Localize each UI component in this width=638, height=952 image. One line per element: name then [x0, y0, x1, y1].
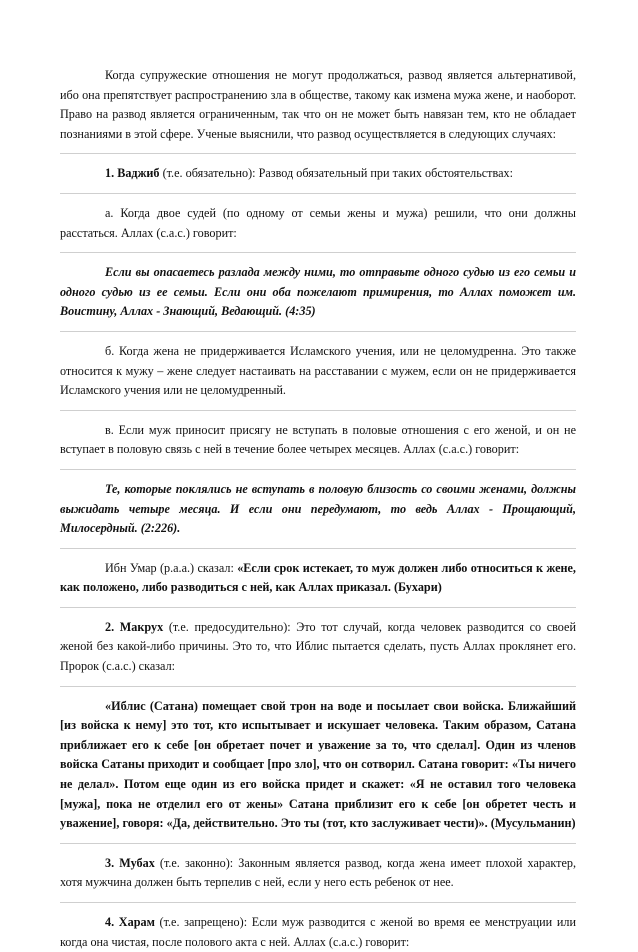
ibn-umar-paragraph — [60, 559, 576, 598]
section-wajib — [60, 164, 576, 184]
section-haram-text: (т.е. запрещено): Если муж разводится с женой во время ее менструации или когда она чистая, после полового акта с ней. Аллах (с.а.с.) говорит: — [60, 915, 576, 949]
ibn-umar-quote: «Если срок истекает, то муж должен либо относиться к жене, как положено, либо разводиться с ней, как Аллах приказал. (Бухари) — [60, 560, 576, 595]
ibn-umar-prefix: Ибн Умар (р.а.а.) сказал: — [105, 560, 238, 575]
intro-paragraph: Когда супружеские отношения не могут продолжаться, развод является альтернативой, ибо она препятствует распространению зла в обществе, такому как измена мужа жене, и наоборот. Право на развод является ограниченным, так что он не может быть навязан тем, кто не обладает познаниями в этой сфере. Ученые выяснили, что развод осуществляется в следующих случаях: — [60, 68, 576, 141]
paragraph-divider — [60, 410, 576, 411]
quran-quote-2-226: Те, которые поклялись не вступать в половую близость со своими женами, должны выжидать четыре месяца. И если они передумают, то ведь Аллах - Прощающий, Милосердный. (2:226). — [60, 481, 576, 536]
quran-quote-4-35: Если вы опасаетесь разлада между ними, то отправьте одного судью из его семьи и одного судью из ее семьи. Если они оба пожелают примирения, то Аллах поможет им. Воистину, Аллах - Знающий, Ведающий. (4:35) — [60, 265, 576, 319]
paragraph-divider — [60, 331, 576, 332]
paragraph-divider — [60, 686, 576, 687]
section-makruh-title: 2. Макрух — [105, 619, 164, 634]
section-haram-title: 4. Харам — [105, 915, 155, 929]
paragraph-divider — [60, 548, 576, 549]
paragraph-divider — [60, 607, 576, 608]
section-mubah-title: 3. Мубах — [105, 855, 155, 870]
paragraph-divider — [60, 193, 576, 194]
case-a-paragraph: а. Когда двое судей (по одному от семьи жены и мужа) решили, что они должны расстаться. Аллах (с.а.с.) говорит: — [60, 205, 576, 240]
paragraph-divider — [60, 153, 576, 154]
section-makruh — [60, 618, 576, 677]
case-v-paragraph: в. Если муж приносит присягу не вступать в половые отношения с его женой, и он не вступает в половую связь с ней в течение более четырех месяцев. Аллах (с.а.с.) говорит: — [60, 422, 576, 457]
hadith-paragraph: «Иблис (Сатана) помещает свой трон на воде и посылает свои войска. Ближайший [из войска к нему] это тот, кто испытывает и искушает человека. Таким образом, Сатана приближает его к себе [он обретает почет и уважение за то, что сделал]. Один из членов войска Сатаны приходит и сообщает [про зло], что он сотворил. Сатана говорит: «Ты ничего не делал». Потом еще один из его войска придет и скажет: «Я не оставил того человека [мужа], пока не отделил его от жены» Сатана приблизит его к себе [он обретет честь и уважение], говоря: «Да, действительно. Это ты (тот, кто заслуживает чести)». (Мусульманин) — [60, 698, 576, 831]
section-makruh-text: (т.е. предосудительно): Это тот случай, когда человек разводится со своей женой без какой-либо причины. Это то, что Иблис пытается сделать, пусть Аллах проклянет его. Пророк (с.а.с.) сказал: — [60, 619, 576, 674]
section-wajib-title: 1. Ваджиб — [105, 166, 160, 181]
paragraph-divider — [60, 469, 576, 470]
section-mubah — [60, 854, 576, 893]
section-wajib-text: (т.е. обязательно): Развод обязательный при таких обстоятельствах: — [159, 166, 513, 181]
paragraph-divider — [60, 843, 576, 844]
case-b-paragraph: б. Когда жена не придерживается Исламского учения, или не целомудренна. Это также относится к мужу – жене следует настаивать на расставании с мужем, если он не придерживается Исламского учения или не целомудренный. — [60, 343, 576, 398]
section-haram — [60, 913, 576, 952]
section-mubah-text: (т.е. законно): Законным является развод, когда жена имеет плохой характер, хотя мужчина должен быть терпелив с ней, если у него есть ребенок от нее. — [60, 855, 576, 890]
paragraph-divider — [60, 252, 576, 253]
